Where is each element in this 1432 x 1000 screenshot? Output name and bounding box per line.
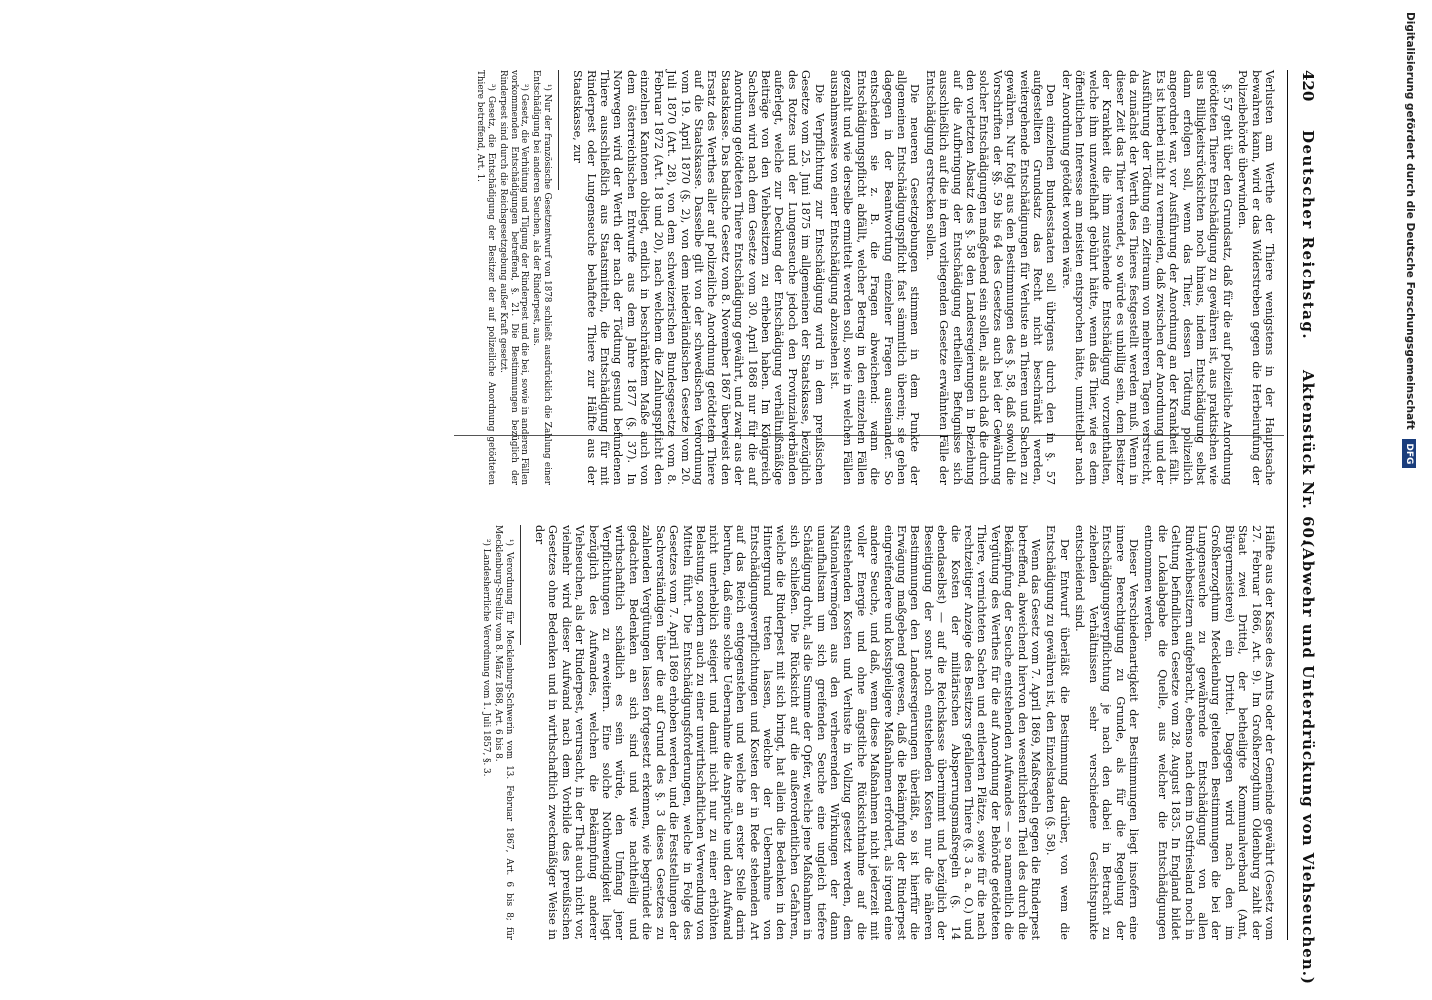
body-paragraph: Hälfte aus der Kasse des Amts oder der Gemeinde gewährt (Gesetz vom 27. Februar 1866, Art. 9). Im Großherzogthum Oldenburg zahlt der Staat zwei Drittel, der betheiligte Kommunalverband (Amt, Bürgermeisterei) ein Drittel. Dagegen wird nach den im Großherzogthum Mecklenburg geltenden Bestimmungen die bei der Lungenseuche zu gewährende Entschädigung von allen Rindviehbesitzern aufgebracht, ebenso nach dem in Ostfriesland noch in Geltung befindlichen Gesetze vom 28. August 1835. In England bildet die Lokalabgabe die Quelle, aus welcher die Entschädigungen entnommen werden. xyxy=(1142,525,1276,940)
right-column xyxy=(478,525,1276,940)
page-title: Deutscher Reichstag. xyxy=(1299,130,1317,341)
page-header xyxy=(1287,70,1318,986)
body-paragraph: Der Entwurf überläßt die Bestimmung darüber, von wem die Entschädigung zu gewähren ist, den Einzelstaaten (§. 58). xyxy=(1044,525,1071,940)
footnote-separator xyxy=(558,70,559,190)
body-paragraph: Verlusten am Werthe der Thiere wenigstens in der Hauptsache bewahren kann, wird er das Widerstreben gegen die Herbeirufung der Polizeibehörde überwinden. xyxy=(1236,70,1276,485)
document-subject: (Abwehr und Unterdrückung von Viehseuchen.) xyxy=(1299,540,1317,986)
body-paragraph: Die Verpflichtung zur Entschädigung wird in dem preußischen Gesetze vom 25. Juni 1875 im allgemeinen der Staatskasse, bezüglich des Rotzes und der Lungenseuche jedoch den Provinzialverbänden auferlegt, welche zur Deckung der Entschädigung verhältnißmäßige Beiträge von den Viehbesitzern zu erheben haben. Im Königreich Sachsen wird nach dem Gesetze vom 30. April 1868 nur für die auf Anordnung getödteten Thiere Entschädigung gewährt, und zwar aus der Staatskasse. Das badische Gesetz vom 8. November 1867 überweist den Ersatz des Werthes aller auf polizeiliche Anordnung getödteten Thiere auf die Staatskasse. Dasselbe gilt von der schwedischen Verordnung vom 19. April 1870 (§. 2), von dem niederländischen Gesetze vom 20. Juli 1870 (Art. 28), von dem schweizerischen Bundesgesetze vom 8. Februar 1872 (Art. 18 und 20), nach welchem die Zahlungspflicht den einzelnen Kantonen obliegt, endlich in beschränktem Maße auch von dem österreichischen Entwurfe aus dem Jahre 1877 (§. 37). In Norwegen wird der Werth der nach der Tödtung gesund befundenen Thiere ausschließlich aus Staatsmitteln, die Entschädigung für mit Rinderpest oder Lungenseuche behaftete Thiere zur Hälfte aus der Staatskasse, zur xyxy=(571,70,826,485)
footnote: ²) Landesherrliche Verordnung vom 1. Juli 1857, §. 3. xyxy=(480,539,491,777)
body-paragraph: Den einzelnen Bundesstaaten soll übrigens durch den in §. 57 aufgestellten Grundsatz das Recht nicht beschränkt werden, weitergehende Entschädigungen für Verluste an Thieren und Sachen zu gewähren. Nur folgt aus den Bestimmungen des §. 58, daß sowohl die Vorschriften der §§. 59 bis 64 des Gesetzes auch bei der Gewährung solcher Entschädigungen maßgebend sein sollen, als auch daß die durch den vorletzten Absatz des §. 58 den Landesregierungen in Beziehung auf die Aufbringung der Entschädigung ertheilten Befugnisse sich ausschließlich auf die in dem vorliegenden Gesetze erwähnten Fälle der Entschädigung erstrecken sollen. xyxy=(923,70,1058,485)
footnote: ³) Gesetz, die Entschädigung der Besitzer der auf polizeiliche Anordnung getödteten Thiere betreffend, Art. 1. xyxy=(475,70,496,485)
body-paragraph: Die neueren Gesetzgebungen stimmen in dem Punkte der allgemeinen Entschädigungspflicht fast sämmtlich überein; sie gehen dagegen in der Beantwortung einzelner Fragen auseinander. So entscheiden sie z. B. die Fragen abweichend: wann die Entschädigungspflicht abfällt, welcher Betrag in den einzelnen Fällen gezahlt und wie derselbe ermittelt werden soll, sowie in welchen Fällen ausnahmsweise von einer Entschädigung abzusehen ist. xyxy=(828,70,922,485)
document-number: Aktenstück Nr. 60. xyxy=(1299,370,1317,546)
body-paragraph: Dieser Verschiedenartigkeit der Bestimmungen liegt insofern eine innere Berechtigung zu Grunde, als für die Regelung der Entschädigungsverpflichtung je nach den dabei in Betracht zu ziehenden Verhältnissen sehr verschiedene Gesichtspunkte entscheidend sind. xyxy=(1073,525,1140,940)
footnote: ¹) Verordnung für Mecklenburg-Schwerin vom 13. Februar 1867, Art. 6 bis 8; für Mecklenburg-Strelitz vom 8. März 1868, Art. 6 bis 8. xyxy=(493,525,514,940)
dfg-logo: DFG xyxy=(1402,439,1416,468)
body-paragraph: Wenn das Gesetz vom 7. April 1869, Maßregeln gegen die Rinderpest betreffend, abweichend hiervon den wesentlichsten Theil des durch die Bekämpfung der Seuche entstehenden Aufwandes — so namentlich die Vergütung des Werthes für die auf Anordnung der Behörde getödteten Thiere, vernichteten Sachen und entleerten Plätze, sowie für die nach rechtzeitiger Anzeige des Besitzers gefallenen Thiere (§. 3 a. a. O.) und die Kosten der militärischen Absperrungsmaßregeln (§. 14 ebendaselbst) — auf die Reichskasse übernimmt und bezüglich der Beseitigung der sonst noch entstehenden Kosten nur die näheren Bestimmungen den Landesregierungen überläßt, so ist hierfür die Erwägung maßgebend gewesen, daß die Bekämpfung der Rinderpest eingreifendere und kostspieligere Maßnahmen erfordert, als irgend eine andere Seuche, und daß, wenn diese Maßnahmen nicht jederzeit mit voller Energie und ohne ängstliche Rücksichtnahme auf die entstehenden Kosten und Verluste in Vollzug gesetzt werden, dem Nationalvermögen aus den verheerenden Wirkungen der dann unaufhaltsam um sich greifenden Seuche eine ungleich tiefere Schädigung droht, als die Summe der Opfer, welche jene Maßnahmen in sich schließen. Die Rücksicht auf die außerordentlichen Gefahren, welche die Rinderpest mit sich bringt, hat allein die Bedenken in den Hintergrund treten lassen, welche der Uebernahme von Entschädigungsverpflichtungen und Kosten der in Rede stehenden Art auf das Reich entgegenstehen und welche an erster Stelle darin beruhen, daß eine solche Uebernahme die Ansprüche und den Aufwand nicht unerheblich steigert und damit nicht nur zu einer erhöhten Belastung, sondern auch zu einer unwirthschaftlichen Verwendung von Mitteln führt. Die Entschädigungsforderungen, welche in Folge des Gesetzes vom 7. April 1869 erhoben werden, und die Feststellungen der Sachverständigen über die auf Grund des §. 3 dieses Gesetzes zu zahlenden Vergütungen lassen fortgesetzt erkennen, wie begründet die gedachten Bedenken an sich sind und wie nachtheilig und wirthschaftlich schädlich es sein würde, den Umfang jener Verpflichtungen zu erweitern. Eine solche Nothwendigkeit liegt bezüglich des Aufwandes, welchen die Bekämpfung anderer Viehseuchen, als der Rinderpest, verursacht, in der That auch nicht vor, vielmehr wird dieser Aufwand nach dem Vorbilde des preußischen Gesetzes ohne Bedenken und in wirthschaftlich zweckmäßiger Weise in der xyxy=(533,525,1043,940)
page-number: 420 xyxy=(1299,70,1317,102)
body-paragraph: §. 57 geht über den Grundsatz, daß für die auf polizeiliche Anordnung getödteten Thiere Entschädigung zu gewähren ist, aus praktischen wie aus Billigkeitsrücksichten noch hinaus, indem Entschädigung selbst dann erfolgen soll, wenn das Thier, dessen Tödtung polizeilich angeordnet war, vor Ausführung der Anordnung an der Krankheit fällt. Es ist hierbei nicht zu vermeiden, daß zwischen der Anordnung und der Ausführung der Tödtung ein Zeitraum von mehreren Tagen verstreicht, da zunächst der Werth des Thieres festgestellt werden muß. Wenn in dieser Zeit das Thier verendet, so würde es unbillig sein, dem Besitzer der Krankheit die ihm zustehende Entschädigung vorzuenthalten, welche ihm unzweifelhaft gebührt hätte, wenn das Thier, wie es dem öffentlichen Interesse am meisten entsprochen hätte, unmittelbar nach der Anordnung getödtet worden wäre. xyxy=(1059,70,1234,485)
left-column xyxy=(473,70,1276,485)
footnote: ²) Gesetz, die Verhütung und Tilgung der Rinderpest und die bei, sowie in anderen Fällen vorkommenden Entschädigungen betreffend, §. 21. Die Bestimmungen bezüglich der Rinderpest sind durch die Reichsgesetzgebung außer Kraft gesetzt. xyxy=(498,70,530,485)
footnote-separator xyxy=(520,525,521,645)
footnote: ¹) Nur der französische Gesetzentwurf von 1878 schließt ausdrücklich die Zahlung einer Entschädigung bei anderen Seuchen, als der Rinderpest, aus. xyxy=(531,70,552,485)
digitization-credit: Digitalisierung gefördert durch die Deutsche Forschungsgemeinschaft xyxy=(1404,12,1416,430)
digitization-credit-sidebar xyxy=(1401,12,1423,932)
